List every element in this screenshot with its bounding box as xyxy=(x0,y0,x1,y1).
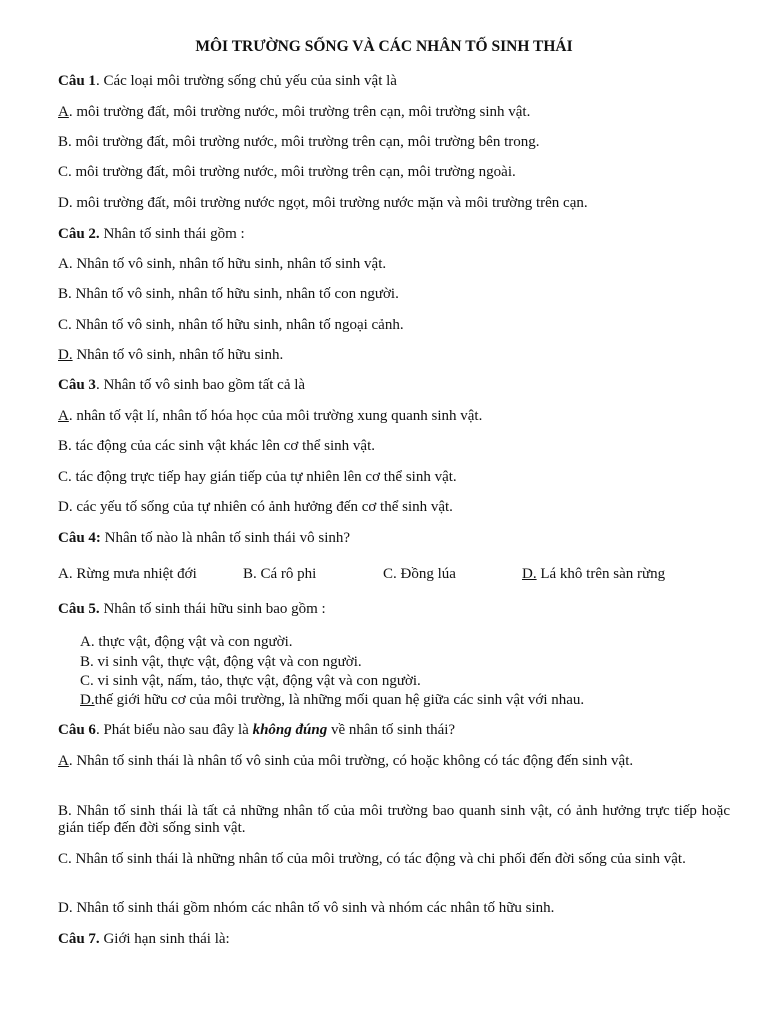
answer-letter: A xyxy=(58,408,69,424)
question-label: Câu 1 xyxy=(58,73,96,89)
option-text: . môi trường đất, môi trường nước, môi trường trên cạn, môi trường sinh vật. xyxy=(68,104,531,120)
answer-letter: D. xyxy=(522,566,537,582)
q3-option-d: D. các yếu tố sống của tự nhiên có ảnh hưởng đến cơ thể sinh vật. xyxy=(58,499,453,515)
question-label: Câu 6 xyxy=(58,722,96,738)
q2-option-d xyxy=(58,346,283,364)
q6-option-a xyxy=(58,753,730,770)
q6-option-b: B. Nhân tố sinh thái là tất cả những nhân tố của môi trường bao quanh sinh vật, có ảnh hưởng trực tiếp hoặc gián tiếp đến đời sống sinh vật. xyxy=(58,803,730,836)
q5-option-b: B. vi sinh vật, thực vật, động vật và con người. xyxy=(80,654,362,670)
question-6 xyxy=(58,721,455,739)
answer-letter: D. xyxy=(80,692,95,708)
q3-option-a xyxy=(58,407,482,425)
question-1 xyxy=(58,72,397,90)
q4-option-a: A. Rừng mưa nhiệt đới xyxy=(58,566,197,582)
q4-option-d xyxy=(522,565,665,583)
question-text: Nhân tố sinh thái hữu sinh bao gồm : xyxy=(99,601,326,617)
question-text: về nhân tố sinh thái? xyxy=(327,722,456,738)
q6-option-c: C. Nhân tố sinh thái là những nhân tố của môi trường, có tác động và chi phối đến đời sống của sinh vật. xyxy=(58,851,686,867)
question-text: Nhân tố nào là nhân tố sinh thái vô sinh? xyxy=(100,530,351,546)
q1-option-c: C. môi trường đất, môi trường nước, môi trường trên cạn, môi trường ngoài. xyxy=(58,164,516,180)
answer-letter: A xyxy=(58,104,69,120)
question-text: . Nhân tố vô sinh bao gồm tất cả là xyxy=(95,377,306,393)
question-text: . Phát biểu nào sau đây là xyxy=(95,722,253,738)
question-label: Câu 7. xyxy=(58,931,100,947)
q4-option-c: C. Đồng lúa xyxy=(383,566,456,582)
question-7 xyxy=(58,930,230,948)
option-text: Lá khô trên sàn rừng xyxy=(536,566,666,582)
question-3 xyxy=(58,376,305,394)
question-label: Câu 3 xyxy=(58,377,96,393)
q1-option-a xyxy=(58,103,530,121)
q5-option-c: C. vi sinh vật, nấm, tảo, thực vật, động vật và con người. xyxy=(80,673,421,689)
q1-option-d: D. môi trường đất, môi trường nước ngọt, môi trường nước mặn và môi trường trên cạn. xyxy=(58,195,588,211)
option-text: Nhân tố vô sinh, nhân tố hữu sinh. xyxy=(72,347,284,363)
q1-option-b: B. môi trường đất, môi trường nước, môi trường trên cạn, môi trường bên trong. xyxy=(58,134,540,150)
emphasis-text: không đúng xyxy=(252,722,328,738)
question-label: Câu 5. xyxy=(58,601,100,617)
q3-option-c: C. tác động trực tiếp hay gián tiếp của tự nhiên lên cơ thể sinh vật. xyxy=(58,469,457,485)
question-4 xyxy=(58,529,350,547)
answer-letter: A xyxy=(58,753,69,769)
question-label: Câu 2. xyxy=(58,226,100,242)
q3-option-b: B. tác động của các sinh vật khác lên cơ thể sinh vật. xyxy=(58,438,375,454)
q6-option-d: D. Nhân tố sinh thái gồm nhóm các nhân tố vô sinh và nhóm các nhân tố hữu sinh. xyxy=(58,900,555,916)
q2-option-c: C. Nhân tố vô sinh, nhân tố hữu sinh, nhân tố ngoại cảnh. xyxy=(58,317,404,333)
question-text: Giới hạn sinh thái là: xyxy=(99,931,230,947)
question-text: Nhân tố sinh thái gồm : xyxy=(99,226,245,242)
q4-option-b: B. Cá rô phi xyxy=(243,566,317,582)
q2-option-a: A. Nhân tố vô sinh, nhân tố hữu sinh, nhân tố sinh vật. xyxy=(58,256,387,272)
option-text: . Nhân tố sinh thái là nhân tố vô sinh của môi trường, có hoặc không có tác động đến sinh vật. xyxy=(68,753,634,769)
page-title: MÔI TRƯỜNG SỐNG VÀ CÁC NHÂN TỐ SINH THÁI xyxy=(195,38,573,55)
q5-option-a: A. thực vật, động vật và con người. xyxy=(80,634,293,650)
question-5 xyxy=(58,600,326,618)
q2-option-b: B. Nhân tố vô sinh, nhân tố hữu sinh, nhân tố con người. xyxy=(58,286,399,302)
question-text: . Các loại môi trường sống chủ yếu của sinh vật là xyxy=(95,73,397,89)
question-2 xyxy=(58,225,245,243)
question-label: Câu 4: xyxy=(58,530,101,546)
option-text: . nhân tố vật lí, nhân tố hóa học của môi trường xung quanh sinh vật. xyxy=(68,408,483,424)
q5-option-d xyxy=(80,691,584,709)
option-text: thế giới hữu cơ của môi trường, là những mối quan hệ giữa các sinh vật với nhau. xyxy=(94,692,585,708)
answer-letter: D. xyxy=(58,347,73,363)
